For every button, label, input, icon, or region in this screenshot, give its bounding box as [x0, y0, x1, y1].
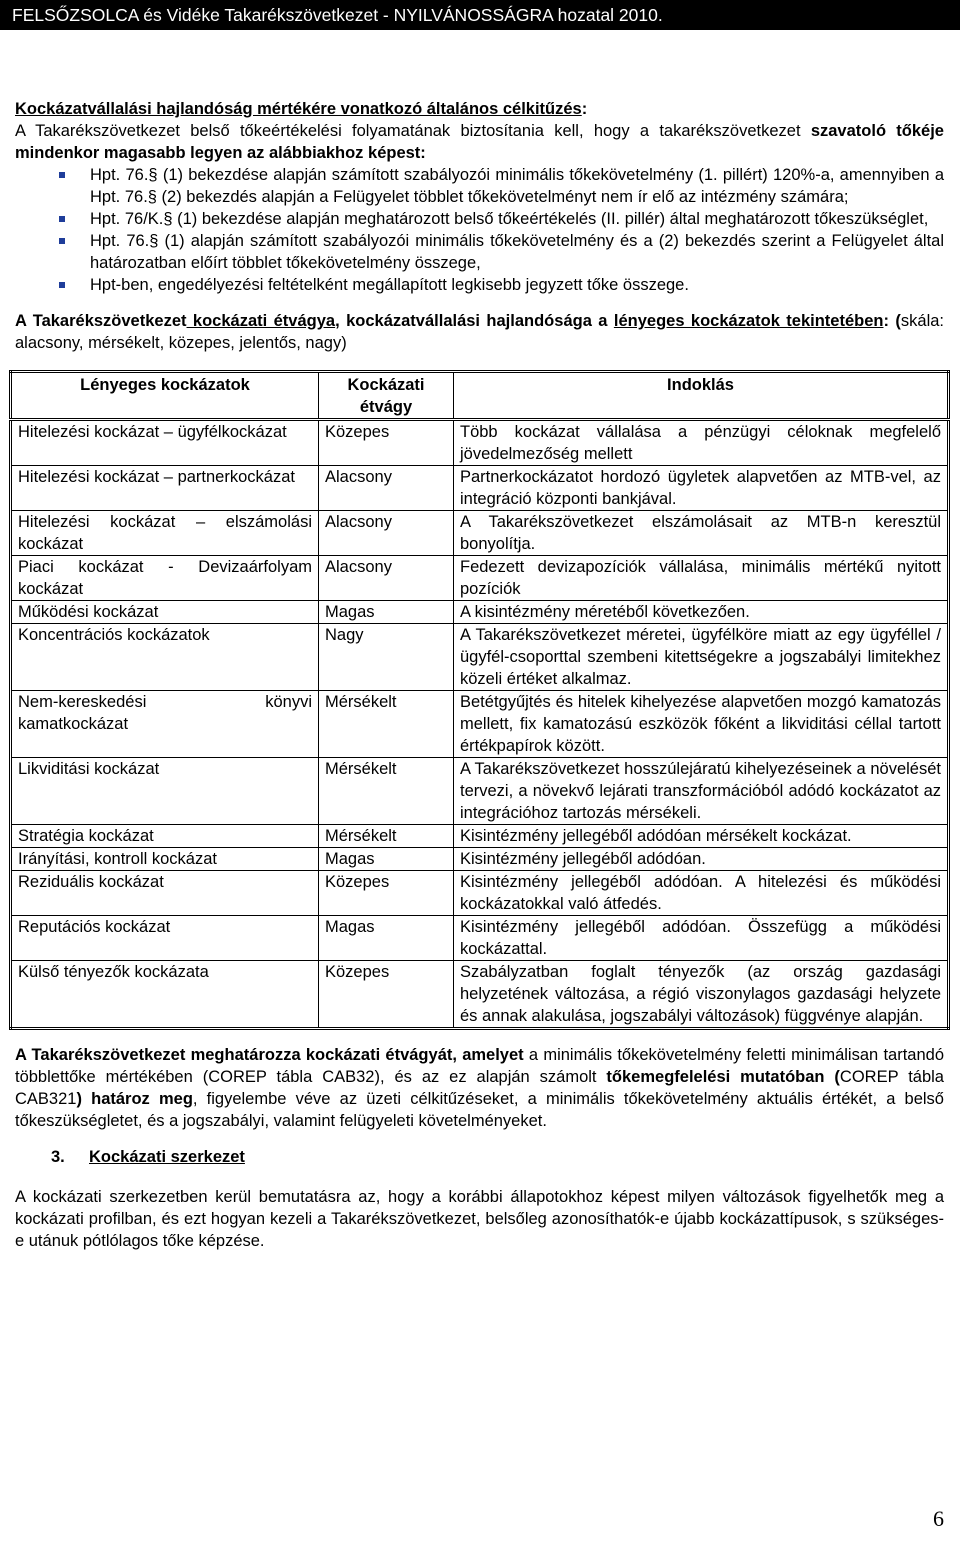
- risk-appetite-cell: Magas: [319, 848, 454, 871]
- risk-reason-cell: Kisintézmény jellegéből adódóan.: [454, 848, 949, 871]
- capital-requirement-list: [15, 164, 944, 296]
- risk-reason-cell: Több kockázat vállalása a pénzügyi céloknak megfelelő jövedelmezőség mellett: [454, 420, 949, 466]
- risk-reason-cell: A Takarékszövetkezet hosszúlejáratú kihelyezéseinek a növelését tervezi, a növekvő lejárati transzformációból adódó kockázatot az integrációhoz tartozás mérsékeli.: [454, 758, 949, 825]
- risk-name-cell: Reziduális kockázat: [11, 871, 319, 916]
- risk-structure-paragraph: A kockázati szerkezetben kerül bemutatásra az, hogy a korábbi állapotokhoz képest milyen változások figyelhetők meg a kockázati profilban, és ezt hogyan kezeli a Takarékszövetkezet, belsőleg azonosíthatók-e újabb kockázattípusok, s szükséges-e utánuk pótlólagos tőke képzése.: [15, 1188, 944, 1250]
- table-row: [11, 848, 949, 871]
- risk-goal-title: Kockázatvállalási hajlandóság mértékére vonatkozó általános célkitűzés: [15, 100, 582, 118]
- risk-reason-cell: Kisintézmény jellegéből adódóan mérsékelt kockázat.: [454, 825, 949, 848]
- risk-name-cell: Reputációs kockázat: [11, 916, 319, 961]
- table-row: [11, 758, 949, 825]
- risk-appetite-cell: Mérsékelt: [319, 758, 454, 825]
- table-row: [11, 624, 949, 691]
- risk-goal-heading: Kockázatvállalási hajlandóság mértékére vonatkozó általános célkitűzés:: [15, 100, 588, 118]
- header-title: FELSŐZSOLCA és Vidéke Takarékszövetkezet - NYILVÁNOSSÁGRA hozatal 2010.: [12, 5, 663, 25]
- page-content: [15, 98, 944, 1252]
- risk-name-cell: Működési kockázat: [11, 601, 319, 624]
- column-header-reason: Indoklás: [454, 372, 949, 420]
- risk-name-cell: Nem-kereskedési könyvi kamatkockázat: [11, 691, 319, 758]
- document-header: [0, 0, 960, 30]
- list-item: Hpt. 76.§ (1) alapján számított szabályozói minimális tőkekövetelmény és a (2) bekezdés szerint a Felügyelet által határozatban előírt többlet tőkekövetelmény összege,: [15, 230, 944, 274]
- risk-reason-cell: A kisintézmény méretéből következően.: [454, 601, 949, 624]
- risk-name-cell: Hitelezési kockázat – elszámolási kockázat: [11, 511, 319, 556]
- risk-appetite-intro: A Takarékszövetkezet kockázati étvágya, kockázatvállalási hajlandósága a lényeges kockázatok tekintetében: (skála: alacsony, mérsékelt, közepes, jelentős, nagy): [15, 312, 944, 352]
- risk-reason-cell: Szabályzatban foglalt tényezők (az ország gazdasági helyzetének változása, a régió viszonylagos gazdasági helyzete és annak alakulása, jogszabályi változások) függvénye alapján.: [454, 961, 949, 1029]
- risk-reason-cell: Kisintézmény jellegéből adódóan. A hitelezési és működési kockázatokkal való átfedés.: [454, 871, 949, 916]
- list-item: Hpt. 76.§ (1) bekezdése alapján számított szabályozói minimális tőkekövetelmény (1. pillért) 120%-a, amennyiben a Hpt. 76.§ (2) bekezdés alapján a Felügyelet többlet tőkekövetelményt nem ír elő az intézmény számára;: [15, 164, 944, 208]
- risk-name-cell: Irányítási, kontroll kockázat: [11, 848, 319, 871]
- risk-reason-cell: A Takarékszövetkezet méretei, ügyfélköre miatt az egy ügyféllel / ügyfél-csoporttal szembeni kitettségekre a jogszabályi limitekhez közeli értéket alkalmaz.: [454, 624, 949, 691]
- risk-appetite-cell: Nagy: [319, 624, 454, 691]
- table-row: [11, 961, 949, 1029]
- risk-name-cell: Stratégia kockázat: [11, 825, 319, 848]
- risk-reason-cell: Kisintézmény jellegéből adódóan. Összefügg a működési kockázattal.: [454, 916, 949, 961]
- risk-reason-cell: Partnerkockázatot hordozó ügyletek alapvetően az MTB-vel, az integráció központi bankjával.: [454, 466, 949, 511]
- risk-goal-section: [15, 98, 944, 296]
- appetite-determination-paragraph: A Takarékszövetkezet meghatározza kockázati étvágyát, amelyet a minimális tőkekövetelmény feletti minimálisan tartandó többlettőke mértékében (COREP tábla CAB32), és az ez alapján számolt tőkemegfelelési mutatóban (COREP tábla CAB321) határoz meg, figyelembe véve az üzeti célkitűzéseket, a minimális tőkekövetelmény aktuális értékét, a belső tőkeszükségletet, és a jogszabályi, valamint felügyeleti követelményeket.: [15, 1046, 944, 1130]
- table-header-row: [11, 372, 949, 420]
- table-row: [11, 556, 949, 601]
- risk-name-cell: Hitelezési kockázat – ügyfélkockázat: [11, 420, 319, 466]
- risk-appetite-cell: Magas: [319, 916, 454, 961]
- table-row: [11, 825, 949, 848]
- page-number: 6: [933, 1506, 944, 1531]
- risk-appetite-cell: Alacsony: [319, 466, 454, 511]
- risk-name-cell: Külső tényezők kockázata: [11, 961, 319, 1029]
- list-item: Hpt-ben, engedélyezési feltételként megállapított legkisebb jegyzett tőke összege.: [15, 274, 944, 296]
- risk-appetite-cell: Magas: [319, 601, 454, 624]
- table-row: [11, 420, 949, 466]
- list-item: Hpt. 76/K.§ (1) bekezdése alapján meghatározott belső tőkeértékelés (II. pillér) által meghatározott tőkeszükséglet,: [15, 208, 944, 230]
- table-row: [11, 466, 949, 511]
- risk-appetite-cell: Mérsékelt: [319, 825, 454, 848]
- table-row: [11, 916, 949, 961]
- risk-appetite-cell: Közepes: [319, 420, 454, 466]
- risk-name-cell: Piaci kockázat - Devizaárfolyam kockázat: [11, 556, 319, 601]
- risk-table-body: [11, 420, 949, 1029]
- section-3-heading: [15, 1146, 944, 1168]
- risk-appetite-cell: Közepes: [319, 961, 454, 1029]
- table-row: [11, 871, 949, 916]
- risk-name-cell: Likviditási kockázat: [11, 758, 319, 825]
- risk-reason-cell: A Takarékszövetkezet elszámolásait az MTB-n keresztül bonyolítja.: [454, 511, 949, 556]
- risk-appetite-cell: Alacsony: [319, 556, 454, 601]
- section-number: 3.: [51, 1148, 65, 1166]
- table-row: [11, 511, 949, 556]
- risk-appetite-cell: Alacsony: [319, 511, 454, 556]
- risk-name-cell: Koncentrációs kockázatok: [11, 624, 319, 691]
- risk-name-cell: Hitelezési kockázat – partnerkockázat: [11, 466, 319, 511]
- risk-appetite-cell: Közepes: [319, 871, 454, 916]
- table-row: [11, 601, 949, 624]
- risk-appetite-table: [9, 370, 950, 1030]
- column-header-risk: Lényeges kockázatok: [11, 372, 319, 420]
- risk-appetite-cell: Mérsékelt: [319, 691, 454, 758]
- risk-reason-cell: Betétgyűjtés és hitelek kihelyezése alapvetően mozgó kamatozás mellett, fix kamatozású eszközök főként a likviditási céllal tartott értékpapírok között.: [454, 691, 949, 758]
- table-row: [11, 691, 949, 758]
- risk-goal-intro: A Takarékszövetkezet belső tőkeértékelési folyamatának biztosítania kell, hogy a takarékszövetkezet szavatoló tőkéje mindenkor magasabb legyen az alábbiakhoz képest:: [15, 122, 944, 162]
- section-title: Kockázati szerkezet: [89, 1148, 245, 1166]
- column-header-appetite: Kockázati étvágy: [319, 372, 454, 420]
- risk-reason-cell: Fedezett devizapozíciók vállalása, minimális mértékű nyitott pozíciók: [454, 556, 949, 601]
